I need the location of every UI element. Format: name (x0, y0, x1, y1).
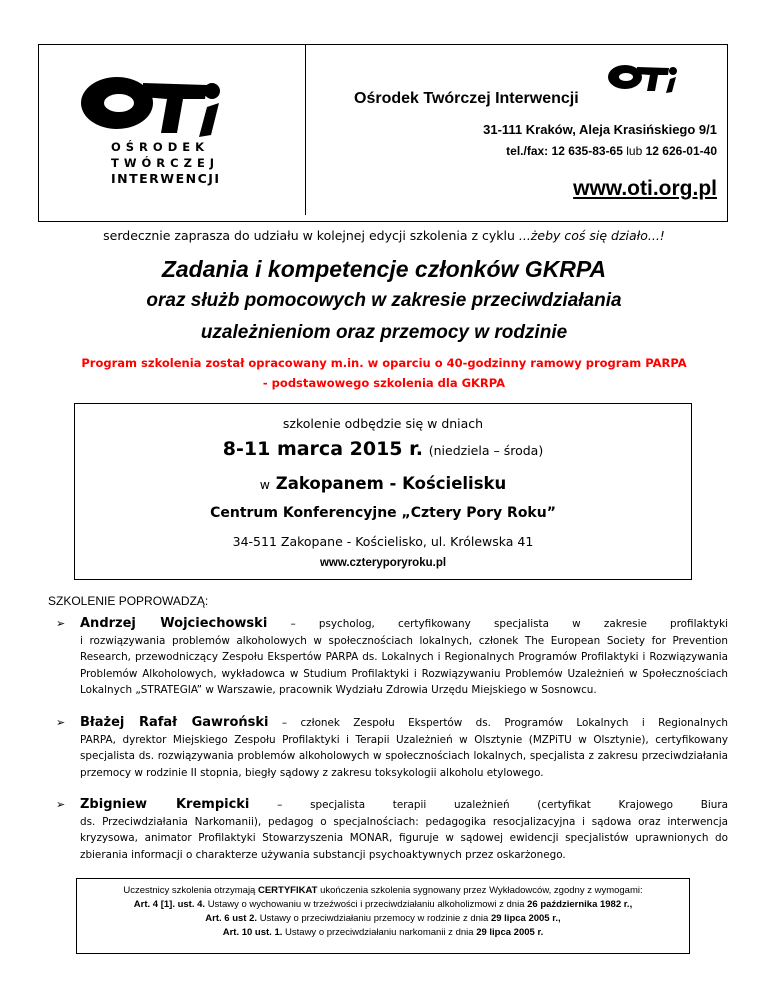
event-center: Centrum Konferencyjne „Cztery Pory Roku” (210, 505, 556, 521)
phone-1: 12 635-83-65 (551, 144, 623, 158)
trainer-first-line (80, 797, 728, 814)
logo-text-line-2: TWÓRCZEJ (111, 156, 220, 170)
event-intro: szkolenie odbędzie się w dniach (282, 416, 484, 431)
trainer-dash: – (277, 799, 283, 811)
org-phone (506, 144, 717, 158)
logo-text-line-1: OŚRODEK (111, 140, 210, 154)
trainer-first-line (80, 715, 728, 732)
phone-label: tel./fax: (506, 144, 549, 158)
cert-text: Ustawy o przeciwdziałaniu narkomanii z dnia (285, 927, 474, 938)
cert-strong: Art. 4 [1]. ust. 4. (133, 899, 206, 910)
cert-strong: 29 lipca 2005 r., (490, 913, 561, 924)
invite-text: serdecznie zaprasza do udziału w kolejnej edycji szkolenia z cyklu (103, 228, 515, 243)
trainer-item (56, 715, 728, 781)
cert-strong: Art. 6 ust 2. (205, 913, 258, 924)
event-place: Zakopanem - Kościelisku (275, 474, 507, 493)
trainer-name: Andrzej Wojciechowski (80, 616, 268, 631)
training-subtitle-1: oraz służb pomocowych w zakresie przeciwdziałania (146, 290, 622, 311)
org-website-link[interactable]: www.oti.org.pl (573, 177, 717, 200)
cert-strong: 29 lipca 2005 r. (476, 927, 544, 938)
header-divider (305, 45, 306, 215)
event-dates-line (75, 438, 691, 460)
trainer-name: Zbigniew Krempicki (80, 797, 250, 812)
cert-strong: Art. 10 ust. 1. (222, 927, 283, 938)
certificate-box (76, 878, 690, 954)
header-box (38, 44, 728, 222)
event-address: 34-511 Zakopane - Kościelisko, ul. Królewska 41 (232, 534, 534, 549)
certificate-line-3 (77, 912, 689, 926)
org-address: 31-111 Kraków, Aleja Krasińskiego 9/1 (483, 122, 717, 137)
certificate-line-2 (77, 898, 689, 912)
program-note-2: - podstawowego szkolenia dla GKRPA (262, 376, 506, 390)
event-box (74, 403, 692, 580)
arrow-bullet-icon: ➢ (56, 617, 66, 630)
event-place-line (75, 474, 691, 493)
cert-text: ukończenia szkolenia sygnowany przez Wykładowców, zgodny z wymogami: (320, 885, 643, 896)
trainers-heading: SZKOLENIE POPROWADZĄ: (48, 594, 209, 608)
org-website (573, 177, 717, 201)
certificate-line-4 (77, 926, 689, 940)
arrow-bullet-icon: ➢ (56, 716, 66, 729)
trainer-desc: PARPA, dyrektor Miejskiego Zespołu Profilaktyki i Terapii Uzależnień w Olsztynie (MZPiTU w Olsztynie), certyfikowany specjalista ds. rozwiązywania problemów alkoholowych w społecznościach lokalnych, specjalista z zakresu przeciwdziałania przemocy w rodzinie II stopnia, biegły sądowy z zakresu toksykologii alkoholu etylowego. (80, 733, 728, 779)
cert-text: Ustawy o przeciwdziałaniu przemocy w rodzinie z dnia (259, 913, 489, 924)
invite-cycle: ...żeby coś się działo...! (518, 228, 665, 243)
certificate-line-1 (77, 884, 689, 898)
trainer-item (56, 797, 728, 863)
logo-text-line-3: INTERWENCJI (111, 171, 221, 186)
cert-text: Uczestnicy szkolenia otrzymają (123, 885, 256, 896)
training-title: Zadania i kompetencje członków GKRPA (161, 256, 607, 282)
event-place-prefix: w (259, 477, 270, 492)
training-subtitle-2: uzależnieniom oraz przemocy w rodzinie (200, 322, 568, 343)
oti-logo-small (607, 57, 687, 101)
event-days: (niedziela – środa) (428, 443, 544, 458)
arrow-bullet-icon: ➢ (56, 798, 66, 811)
cert-text: Ustawy o wychowaniu w trzeźwości i przeciwdziałaniu alkoholizmowi z dnia (207, 899, 525, 910)
trainer-desc-first: członek Zespołu Ekspertów ds. Programów Lokalnych i Regionalnych (300, 717, 728, 729)
trainer-item (56, 616, 728, 699)
event-dates: 8-11 marca 2015 r. (222, 438, 424, 460)
phone-separator: lub (626, 144, 643, 158)
trainer-desc: ds. Przeciwdziałania Narkomanii), pedagog o specjalnościach: pedagogika resocjalizacyjna i sądowa oraz interwencja kryzysowa, animator Profilaktyki Stowarzyszenia MONAR, figuruje w sądowej ewidencji specjalistów uprawnionych do zbierania informacji o charakterze używania substancji psychoaktywnych przez oskarżonego. (80, 815, 728, 861)
trainer-name: Błażej Rafał Gawroński (80, 715, 269, 730)
trainer-desc: i rozwiązywania problemów alkoholowych w społecznościach lokalnych, członek The European Society for Prevention Research, przewodniczący Zespołu Ekspertów PARPA ds. Lokalnych i Regionalnych Programów Profilaktyki i Rozwiązywania Problemów Alkoholowych, wykładowca w Studium Profilaktyki i Rozwiązywaniu Problemów Uzależnień w Społecznościach Lokalnych „STRATEGIA” w Warszawie, pracownik Wydziału Zdrowia Urzędu Miejskiego w Sosnowcu. (80, 634, 728, 696)
trainer-dash: – (290, 618, 296, 630)
trainer-desc-first: psycholog, certyfikowany specjalista w zakresie profilaktyki (318, 618, 728, 630)
trainer-desc-first: specjalista terapii uzależnień (certyfikat Krajowego Biura (310, 799, 729, 811)
logo-text (111, 139, 221, 187)
event-website[interactable]: www.czteryporyroku.pl (319, 557, 447, 569)
trainer-first-line (80, 616, 728, 633)
trainer-dash: – (281, 717, 288, 729)
cert-strong: CERTYFIKAT (257, 885, 318, 896)
program-note-1: Program szkolenia został opracowany m.in. w oparciu o 40-godzinny ramowy program PARPA (81, 356, 687, 370)
org-name: Ośrodek Twórczej Interwencji (354, 90, 579, 107)
cert-strong: 26 października 1982 r., (527, 899, 633, 910)
invite-line (0, 228, 768, 243)
phone-2: 12 626-01-40 (645, 144, 717, 158)
